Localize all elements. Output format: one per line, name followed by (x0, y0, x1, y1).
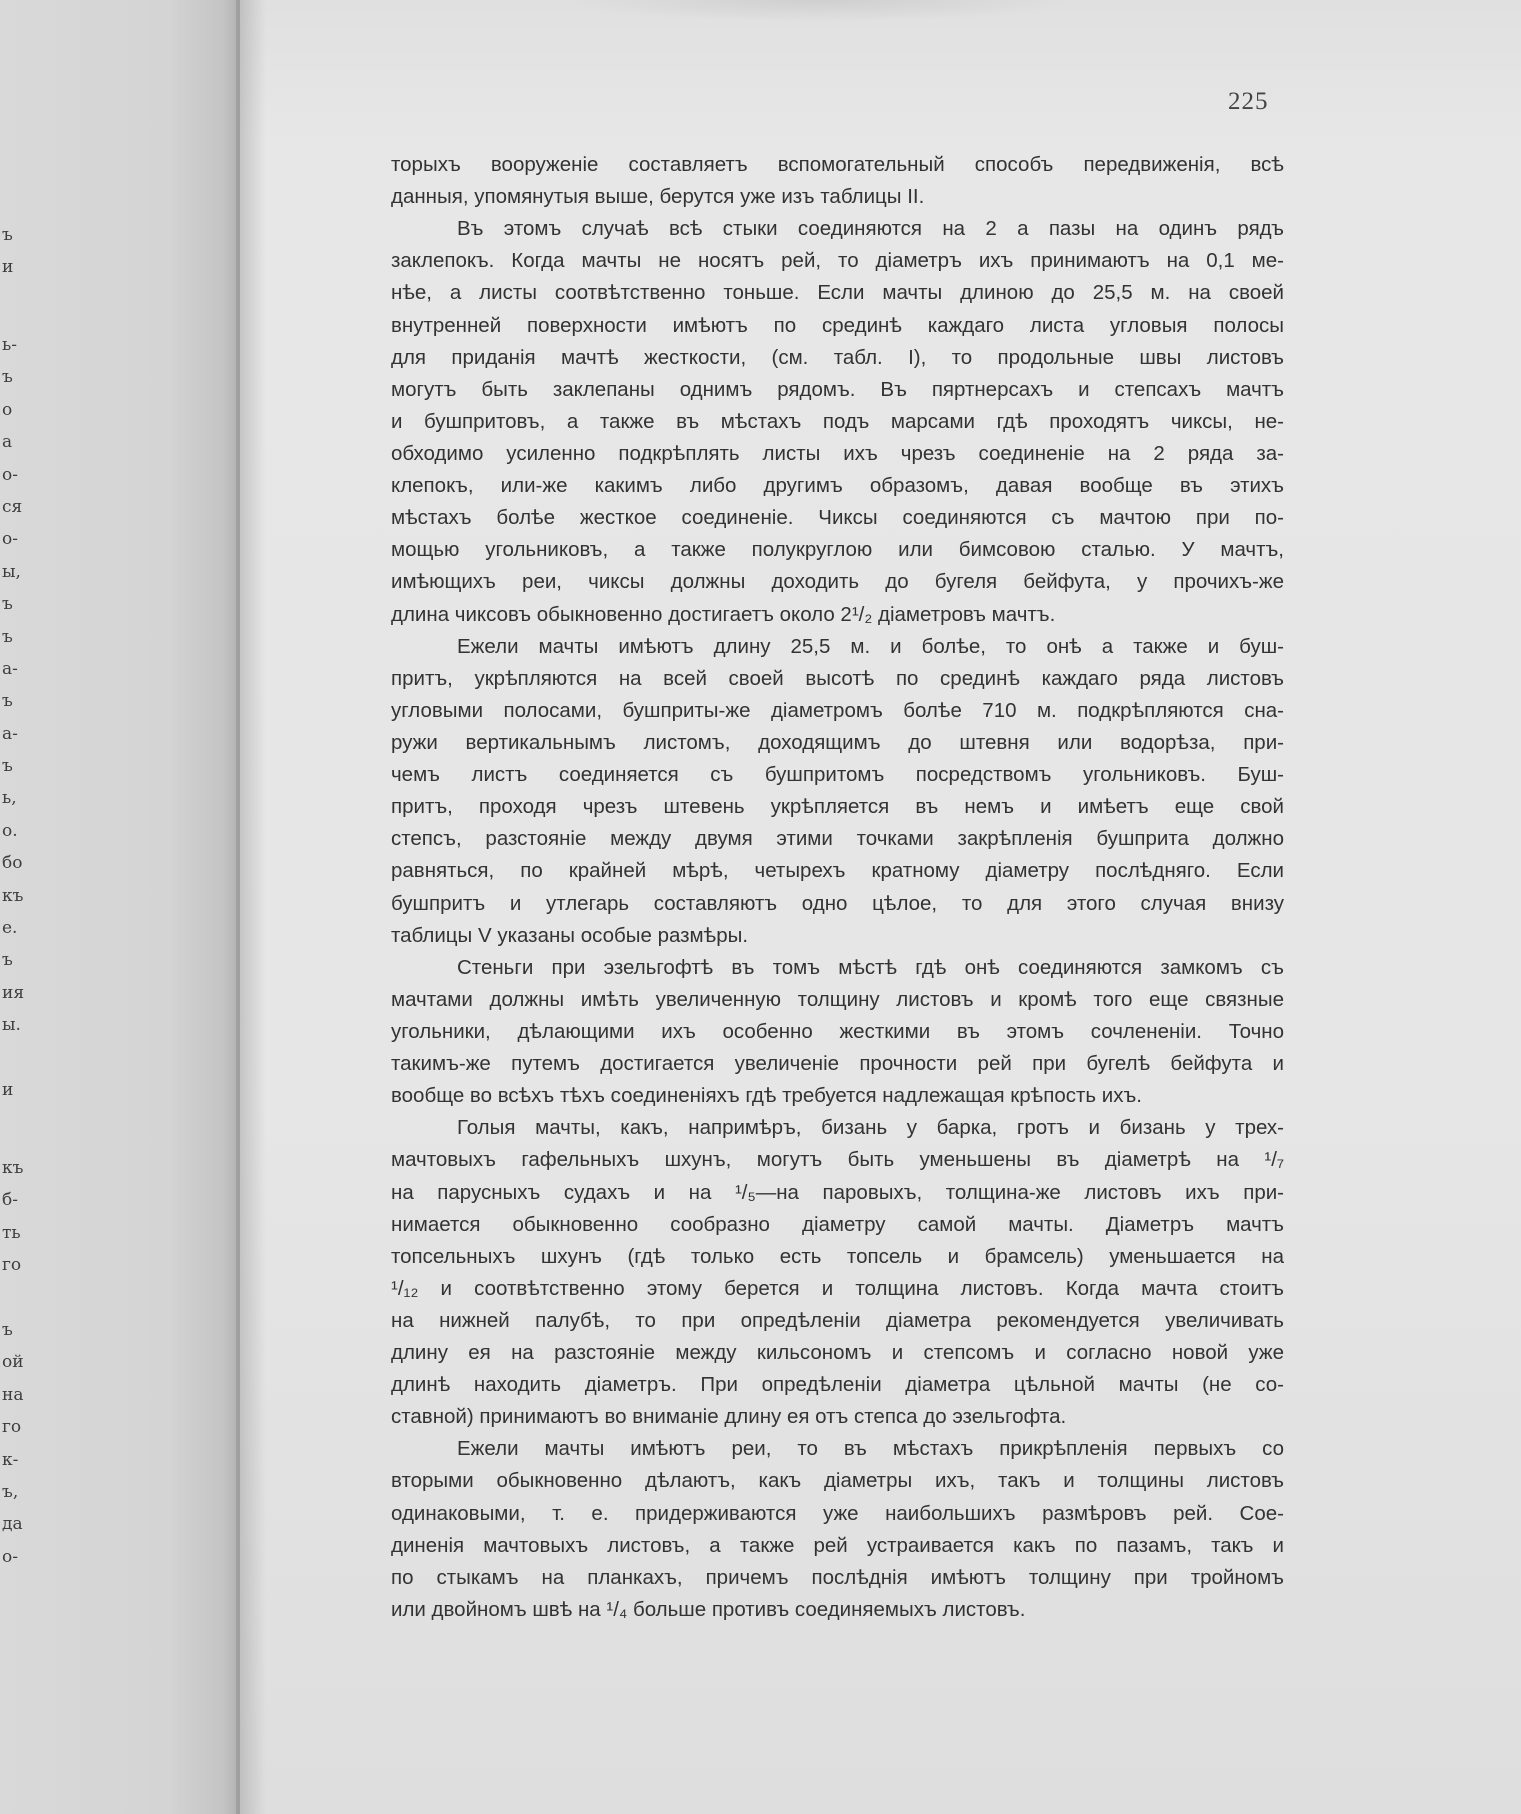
fragment-text: ь, (2, 788, 17, 809)
text-line: Ежели мачты имѣютъ реи, то въ мѣстахъ прикрѣпленія первыхъ со (457, 1437, 1284, 1461)
fragment-text: ъ (2, 950, 13, 971)
text-line: одинаковыми, т. е. придерживаются уже наибольшихъ размѣровъ рей. Сое- (391, 1501, 1284, 1525)
text-line: топсельныхъ шхунъ (гдѣ только есть топсель и брамсель) уменьшается на (391, 1244, 1284, 1268)
paragraph (391, 952, 1284, 1113)
text-line: притъ, проходя чрезъ штевень укрѣпляется въ немъ и имѣетъ еще свой (391, 795, 1284, 819)
fragment-text: да (2, 1514, 23, 1535)
fragment-text: о. (2, 820, 18, 841)
fragment-text: а (2, 432, 13, 453)
fragment-group (2, 1314, 24, 1573)
text-line: вообще во всѣхъ тѣхъ соединеніяхъ гдѣ требуется надлежащая крѣпость ихъ. (391, 1084, 1142, 1108)
fragment-text: ь- (2, 335, 17, 355)
fragment-text: к- (2, 1449, 19, 1470)
text-line: мачтами должны имѣть увеличенную толщину листовъ и кромѣ того еще связные (391, 987, 1284, 1011)
fragment-text: и (2, 257, 14, 278)
fragment-text: го (2, 1417, 22, 1438)
text-line: имѣющихъ реи, чиксы должны доходить до бугеля бейфута, у прочихъ-же (391, 570, 1284, 594)
fragment-text: къ (2, 885, 24, 906)
fragment-text: о- (2, 1546, 18, 1567)
fragment-text: ия (2, 982, 25, 1003)
text-line: степсъ, разстояніе между двумя этими точками закрѣпленія бушприта должно (391, 827, 1284, 851)
fragment-text: ы, (2, 561, 21, 582)
text-line: могутъ быть заклепаны однимъ рядомъ. Въ пяртнерсахъ и степсахъ мачтъ (391, 377, 1284, 401)
text-line: мачтовыхъ гафельныхъ шхунъ, могутъ быть уменьшены въ діаметрѣ на ¹/₇ (391, 1148, 1284, 1172)
text-line: торыхъ вооруженіе составляетъ вспомогательный способъ передвиженія, всѣ (391, 153, 1284, 176)
facing-page (0, 0, 240, 1814)
fragment-text: ъ (2, 691, 13, 712)
fragment-text: ъ (2, 225, 13, 245)
fragment-group (2, 329, 24, 1042)
text-line: длина чиксовъ обыкновенно достигаетъ около 2¹/₂ діаметровъ мачтъ. (391, 602, 1056, 626)
fragment-text: ъ, (2, 1481, 19, 1502)
text-line: чемъ листъ соединяется съ бушпритомъ посредствомъ угольниковъ. Буш- (391, 763, 1284, 787)
text-line: Голыя мачты, какъ, напримѣръ, бизань у барка, гротъ и бизань у трех- (457, 1116, 1284, 1140)
fragment-text: ъ (2, 756, 13, 777)
text-line: вторыми обыкновенно дѣлаютъ, какъ діаметры ихъ, такъ и толщины листовъ (391, 1469, 1284, 1493)
fragment-text: б- (2, 1190, 18, 1211)
text-line: мѣстахъ болѣе жесткое соединеніе. Чиксы соединяются съ мачтою при по- (391, 506, 1284, 530)
text-line: по стыкамъ на планкахъ, причемъ послѣднія имѣютъ толщину при тройномъ (391, 1565, 1284, 1589)
text-line: притъ, укрѣпляются на всей своей высотѣ по срединѣ каждаго ряда листовъ (391, 666, 1284, 690)
fragment-text: а- (2, 723, 18, 744)
paragraph (391, 213, 1284, 630)
fragment-text: ой (2, 1352, 24, 1373)
text-line: ружи вертикальнымъ листомъ, доходящимъ до штевня или водорѣза, при- (391, 730, 1284, 754)
text-line: данныя, упомянутыя выше, берутся уже изъ таблицы II. (391, 185, 925, 209)
fragment-group (2, 1074, 13, 1106)
text-line: мощью угольниковъ, а также полукруглою или бимсовою сталью. У мачтъ, (391, 538, 1284, 562)
torn-page-edge (560, 0, 1080, 22)
fragment-text: ть (2, 1222, 21, 1243)
fragment-group (2, 219, 13, 284)
text-line: Стеньги при эзельгофтѣ въ томъ мѣстѣ гдѣ онѣ соединяются замкомъ съ (457, 955, 1284, 979)
fragment-text: на (2, 1384, 24, 1405)
text-line: для приданія мачтѣ жесткости, (см. табл. I), то продольные швы листовъ (391, 345, 1284, 369)
fragment-text: е. (2, 918, 18, 939)
fragment-text: а- (2, 658, 18, 679)
text-line: угольники, дѣлающими ихъ особенно жесткими въ этомъ сочлененіи. Точно (391, 1019, 1284, 1043)
text-line: нимается обыкновенно сообразно діаметру самой мачты. Діаметръ мачтъ (391, 1212, 1284, 1236)
paragraph (391, 631, 1284, 952)
fragment-text: бо (2, 853, 23, 874)
fragment-text: ъ (2, 626, 13, 647)
text-line: равняться, по крайней мѣрѣ, четырехъ кратному діаметру послѣдняго. Если (391, 859, 1284, 883)
page-number: 225 (1228, 88, 1269, 115)
text-line: угловыми полосами, бушприты-же діаметромъ болѣе 710 м. подкрѣпляются сна- (391, 698, 1284, 722)
paragraph (391, 1112, 1284, 1433)
text-line: ¹/₁₂ и соотвѣтственно этому берется и толщина листовъ. Когда мачта стоитъ (391, 1276, 1284, 1300)
book-gutter-shadow (236, 0, 266, 1814)
text-line: внутренней поверхности имѣютъ по срединѣ каждаго листа угловыя полосы (391, 313, 1284, 337)
text-line: заклепокъ. Когда мачты не носятъ рей, то діаметръ ихъ принимаютъ на 0,1 ме- (391, 249, 1284, 273)
text-line: обходимо усиленно подкрѣплять листы ихъ чрезъ соединеніе на 2 ряда за- (391, 441, 1284, 465)
fragment-text: го (2, 1255, 22, 1276)
fragment-text: о- (2, 529, 18, 550)
body-text (391, 149, 1284, 1626)
fragment-text: о (2, 399, 13, 420)
text-line: и бушпритовъ, а также въ мѣстахъ подъ марсами гдѣ проходятъ чиксы, не- (391, 409, 1284, 433)
paragraph (391, 1433, 1284, 1626)
text-line: таблицы V указаны особые размѣры. (391, 923, 749, 947)
text-line: или двойномъ швѣ на ¹/₄ больше противъ соединяемыхъ листовъ. (391, 1597, 1026, 1621)
fragment-group (2, 1152, 23, 1282)
text-line: Въ этомъ случаѣ всѣ стыки соединяются на 2 а пазы на одинъ рядъ (457, 217, 1284, 241)
fragment-text: ся (2, 496, 23, 517)
text-line: бушпритъ и утлегарь составляютъ одно цѣлое, то для этого случая внизу (391, 891, 1284, 915)
text-line: Ежели мачты имѣютъ длину 25,5 м. и болѣе, то онѣ а также и буш- (457, 634, 1284, 658)
text-line: ставной) принимаютъ во вниманіе длину ея отъ степса до эзельгофта. (391, 1405, 1067, 1429)
text-line: нѣе, а листы соотвѣтственно тоньше. Если мачты длиною до 25,5 м. на своей (391, 281, 1284, 305)
fragment-text: ъ (2, 594, 13, 615)
fragment-text: къ (2, 1158, 24, 1178)
fragment-text: ъ (2, 1320, 13, 1340)
text-line: длину ея на разстояніе между кильсономъ и степсомъ и согласно новой уже (391, 1341, 1284, 1365)
text-line: длинѣ находить діаметръ. При опредѣленіи діаметра цѣльной мачты (не со- (391, 1373, 1284, 1397)
fragment-text: и (2, 1080, 14, 1100)
paragraph (391, 149, 1284, 213)
fragment-text: ъ (2, 367, 13, 388)
text-line: на нижней палубѣ, то при опредѣленіи діаметра рекомендуется увеличивать (391, 1308, 1284, 1332)
fragment-text: ы. (2, 1015, 21, 1036)
fragment-text: о- (2, 464, 18, 485)
text-line: диненія мачтовыхъ листовъ, а также рей устраивается какъ по пазамъ, такъ и (391, 1533, 1284, 1557)
text-line: на парусныхъ судахъ и на ¹/₅—на паровыхъ, толщина-же листовъ ихъ при- (391, 1180, 1284, 1204)
text-line: клепокъ, или-же какимъ либо другимъ образомъ, давая вообще въ этихъ (391, 474, 1284, 498)
text-line: такимъ-же путемъ достигается увеличеніе прочности рей при бугелѣ бейфута и (391, 1052, 1284, 1076)
